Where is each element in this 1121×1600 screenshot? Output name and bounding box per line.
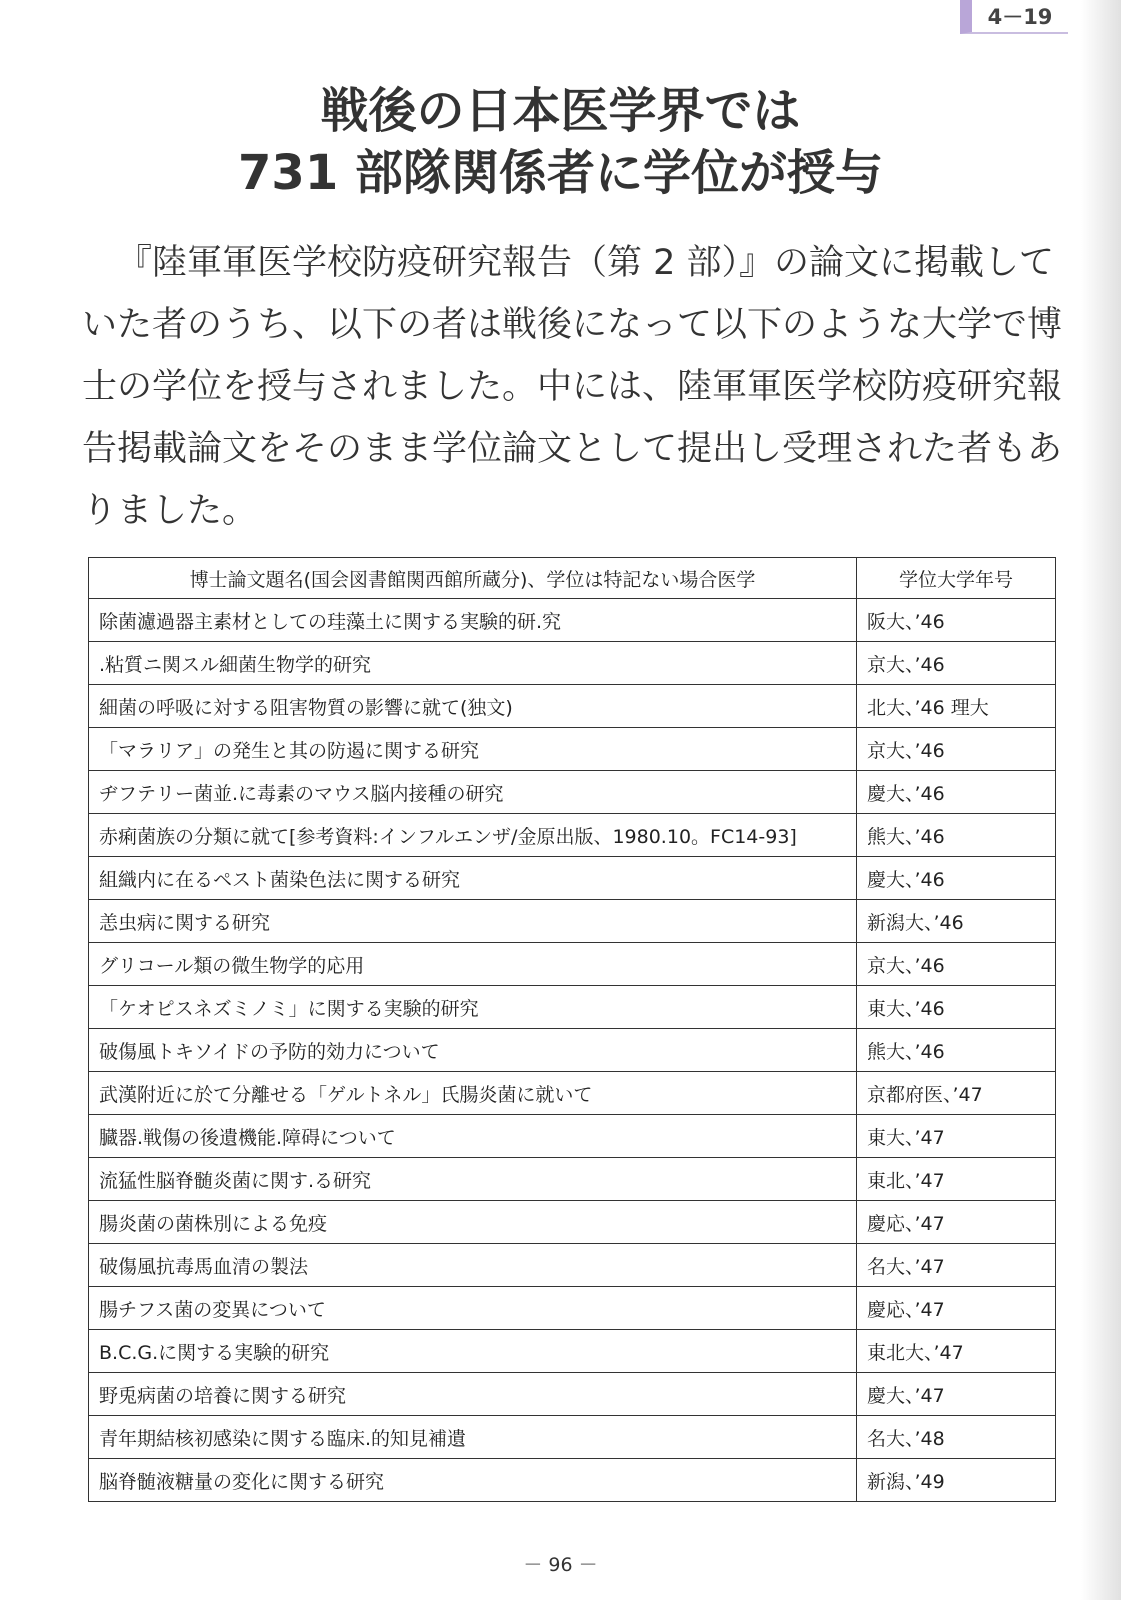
table-row bbox=[89, 1459, 1056, 1502]
table-row bbox=[89, 1330, 1056, 1373]
university-year: 熊大、’46 bbox=[857, 814, 1056, 857]
university-year: 京都府医、’47 bbox=[857, 1072, 1056, 1115]
table-row bbox=[89, 1287, 1056, 1330]
page-edge-shadow bbox=[1081, 0, 1121, 1600]
university-year: 慶応、’47 bbox=[857, 1287, 1056, 1330]
thesis-title: グリコール類の微生物学的応用 bbox=[89, 943, 857, 986]
header-title: 博士論文題名(国会図書館関西館所蔵分)、学位は特記ない場合医学 bbox=[89, 558, 857, 599]
thesis-title: 破傷風トキソイドの予防的効力について bbox=[89, 1029, 857, 1072]
thesis-title: 「ケオピスネズミノミ」に関する実験的研究 bbox=[89, 986, 857, 1029]
table-row bbox=[89, 728, 1056, 771]
university-year: 新潟大、’46 bbox=[857, 900, 1056, 943]
table-row bbox=[89, 1029, 1056, 1072]
university-year: 新潟、’49 bbox=[857, 1459, 1056, 1502]
thesis-title: B.C.G.に関する実験的研究 bbox=[89, 1330, 857, 1373]
thesis-title: 赤痢菌族の分類に就て[参考資料:インフルエンザ/金原出版、1980.10。FC14-93] bbox=[89, 814, 857, 857]
university-year: 慶応、’47 bbox=[857, 1201, 1056, 1244]
thesis-title: 流猛性脳脊髄炎菌に関す.る研究 bbox=[89, 1158, 857, 1201]
table-row bbox=[89, 1373, 1056, 1416]
table-row bbox=[89, 986, 1056, 1029]
thesis-title: 恙虫病に関する研究 bbox=[89, 900, 857, 943]
thesis-title: 青年期結核初感染に関する臨床.的知見補遺 bbox=[89, 1416, 857, 1459]
university-year: 京大、’46 bbox=[857, 728, 1056, 771]
university-year: 東北大、’47 bbox=[857, 1330, 1056, 1373]
thesis-title: 臓器.戦傷の後遺機能.障碍について bbox=[89, 1115, 857, 1158]
university-year: 阪大、’46 bbox=[857, 599, 1056, 642]
intro-paragraph: 『陸軍軍医学校防疫研究報告（第 2 部）』の論文に掲載していた者のうち、以下の者は戦後になって以下のような大学で博士の学位を授与されました。中には、陸軍軍医学校防疫研究報告掲載論文をそのまま学位論文として提出し受理された者もありました。 bbox=[82, 243, 1063, 531]
thesis-title: 野兎病菌の培養に関する研究 bbox=[89, 1373, 857, 1416]
thesis-title: 「マラリア」の発生と其の防遏に関する研究 bbox=[89, 728, 857, 771]
table-row bbox=[89, 1158, 1056, 1201]
title-line-2: 731 部隊関係者に学位が授与 bbox=[238, 145, 883, 201]
title-line-1: 戦後の日本医学界では bbox=[320, 83, 801, 139]
university-year: 慶大、’46 bbox=[857, 771, 1056, 814]
table-row bbox=[89, 1072, 1056, 1115]
university-year: 京大、’46 bbox=[857, 642, 1056, 685]
table-row bbox=[89, 1244, 1056, 1287]
table-row bbox=[89, 814, 1056, 857]
table-row bbox=[89, 943, 1056, 986]
university-year: 名大、’47 bbox=[857, 1244, 1056, 1287]
university-year: 北大、’46 理大 bbox=[857, 685, 1056, 728]
header-university: 学位大学年号 bbox=[857, 558, 1056, 599]
thesis-title: 腸チフス菌の変異について bbox=[89, 1287, 857, 1330]
university-year: 京大、’46 bbox=[857, 943, 1056, 986]
table-row bbox=[89, 599, 1056, 642]
thesis-title: 破傷風抗毒馬血清の製法 bbox=[89, 1244, 857, 1287]
table-row bbox=[89, 1115, 1056, 1158]
table-row bbox=[89, 1416, 1056, 1459]
degree-table bbox=[88, 557, 1056, 1502]
table-header-row bbox=[89, 558, 1056, 599]
thesis-title: 脳脊髄液糖量の変化に関する研究 bbox=[89, 1459, 857, 1502]
university-year: 東大、’46 bbox=[857, 986, 1056, 1029]
university-year: 東北、’47 bbox=[857, 1158, 1056, 1201]
table-row bbox=[89, 642, 1056, 685]
page-section-tab: 4－19 bbox=[960, 0, 1068, 34]
university-year: 熊大、’46 bbox=[857, 1029, 1056, 1072]
table-row bbox=[89, 771, 1056, 814]
page-number: － 96 － bbox=[523, 1554, 598, 1576]
thesis-title: ヂフテリー菌並.に毒素のマウス脳内接種の研究 bbox=[89, 771, 857, 814]
thesis-title: 細菌の呼吸に対する阻害物質の影響に就て(独文) bbox=[89, 685, 857, 728]
thesis-title: 組織内に在るペスト菌染色法に関する研究 bbox=[89, 857, 857, 900]
university-year: 慶大、’46 bbox=[857, 857, 1056, 900]
table-row bbox=[89, 685, 1056, 728]
university-year: 慶大、’47 bbox=[857, 1373, 1056, 1416]
university-year: 東大、’47 bbox=[857, 1115, 1056, 1158]
page-title bbox=[0, 80, 1121, 204]
thesis-title: .粘質ニ関スル細菌生物学的研究 bbox=[89, 642, 857, 685]
thesis-title: 除菌濾過器主素材としての珪藻土に関する実験的研.究 bbox=[89, 599, 857, 642]
thesis-title: 腸炎菌の菌株別による免疫 bbox=[89, 1201, 857, 1244]
thesis-title: 武漢附近に於て分離せる「ゲルトネル」氏腸炎菌に就いて bbox=[89, 1072, 857, 1115]
table-row bbox=[89, 900, 1056, 943]
table-row bbox=[89, 857, 1056, 900]
table-row bbox=[89, 1201, 1056, 1244]
university-year: 名大、’48 bbox=[857, 1416, 1056, 1459]
